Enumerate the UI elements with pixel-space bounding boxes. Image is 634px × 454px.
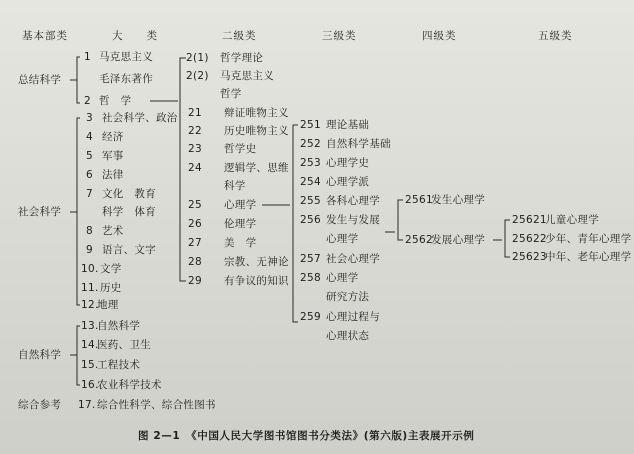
bracket-social — [77, 118, 80, 305]
major-label: 哲 学 — [99, 95, 132, 107]
level3-label: 自然科学基础 — [326, 138, 391, 150]
level3-label: 研究方法 — [326, 291, 370, 303]
level3-label: 社会心理学 — [326, 253, 380, 265]
level3-num: 257 — [300, 253, 321, 265]
major-label: 军事 — [102, 150, 124, 162]
level3-label: 理论基础 — [326, 119, 370, 131]
level3-label: 心理学派 — [326, 176, 370, 188]
level5-label: 儿童心理学 — [545, 214, 599, 226]
level3-label: 各科心理学 — [326, 195, 380, 207]
level2-num: 22 — [188, 125, 202, 137]
level3-label: 心理学 — [326, 233, 359, 245]
major-label: 毛泽东著作 — [99, 73, 153, 85]
bracket-level5 — [505, 220, 510, 257]
major-num: 10. — [81, 263, 99, 275]
level3-label: 心理状态 — [326, 330, 370, 342]
level3-num: 252 — [300, 138, 321, 150]
level2-label: 科学 — [224, 180, 246, 192]
level3-num: 254 — [300, 176, 321, 188]
major-num: 5 — [86, 150, 93, 162]
level5-label: 中年、老年心理学 — [545, 251, 632, 263]
header-level2: 二级类 — [222, 30, 257, 42]
level2-num: 2(1) — [186, 52, 209, 64]
basic-reference: 综合参考 — [18, 399, 62, 411]
level2-label: 哲学理论 — [220, 52, 264, 64]
level2-num: 26 — [188, 218, 202, 230]
figure-caption: 图 2—1 《中国人民大学图书馆图书分类法》(第六版)主表展开示例 — [138, 430, 475, 442]
level5-num: 25621 — [512, 214, 547, 226]
bracket-level2 — [180, 58, 186, 281]
major-label: 社会科学、政治 — [102, 112, 178, 124]
level3-label: 心理学 — [326, 272, 359, 284]
major-label: 医药、卫生 — [97, 339, 151, 351]
level2-num: 29 — [188, 275, 202, 287]
level3-label: 发生与发展 — [326, 214, 380, 226]
major-label: 语言、文字 — [102, 244, 156, 256]
level3-num: 258 — [300, 272, 321, 284]
major-num: 14. — [81, 339, 99, 351]
level4-label: 发展心理学 — [431, 234, 485, 246]
header-major: 大 类 — [112, 30, 158, 42]
major-num: 4 — [86, 131, 93, 143]
level2-num: 21 — [188, 107, 202, 119]
level3-num: 255 — [300, 195, 321, 207]
level2-num: 24 — [188, 162, 202, 174]
level2-label: 美 学 — [224, 237, 257, 249]
major-num: 17. — [78, 399, 96, 411]
level2-label: 辩证唯物主义 — [224, 107, 289, 119]
header-level4: 四级类 — [422, 30, 457, 42]
level2-label: 逻辑学、思维 — [224, 162, 289, 174]
major-label: 地理 — [97, 299, 119, 311]
major-label: 自然科学 — [97, 320, 141, 332]
level2-num: 2(2) — [186, 70, 209, 82]
level2-num: 23 — [188, 143, 202, 155]
level2-label: 历史唯物主义 — [224, 125, 289, 137]
major-label: 文化 教育 — [102, 188, 156, 200]
header-level5: 五级类 — [538, 30, 573, 42]
level2-num: 28 — [188, 256, 202, 268]
major-num: 8 — [86, 225, 93, 237]
major-label: 工程技术 — [97, 359, 141, 371]
level2-label: 宗教、无神论 — [224, 256, 289, 268]
major-label: 综合性科学、综合性图书 — [97, 399, 216, 411]
level5-num: 25623 — [512, 251, 547, 263]
bracket-level3 — [293, 125, 298, 322]
level2-label: 哲学 — [220, 88, 242, 100]
level4-num: 2561 — [405, 194, 433, 206]
level4-label: 发生心理学 — [431, 194, 485, 206]
major-num: 15. — [81, 359, 99, 371]
level3-num: 256 — [300, 214, 321, 226]
level3-label: 心理学史 — [326, 157, 370, 169]
level2-label: 心理学 — [224, 199, 257, 211]
basic-summary: 总结科学 — [18, 74, 62, 86]
basic-social: 社会科学 — [18, 206, 62, 218]
level3-num: 259 — [300, 311, 321, 323]
level2-label: 马克思主义 — [220, 70, 274, 82]
bracket-summary — [77, 57, 80, 103]
major-num: 6 — [86, 169, 93, 181]
major-num: 2 — [84, 95, 91, 107]
major-num: 3 — [86, 112, 93, 124]
major-label: 艺术 — [102, 225, 124, 237]
level4-num: 2562 — [405, 234, 433, 246]
major-label: 科学 体育 — [102, 206, 156, 218]
level3-label: 心理过程与 — [326, 311, 380, 323]
major-label: 经济 — [102, 131, 124, 143]
bracket-level4 — [398, 200, 403, 240]
major-num: 13. — [81, 320, 99, 332]
level2-num: 25 — [188, 199, 202, 211]
level5-num: 25622 — [512, 233, 547, 245]
major-num: 12. — [81, 299, 99, 311]
header-basic: 基本部类 — [22, 30, 68, 42]
major-num: 16. — [81, 379, 99, 391]
major-label: 农业科学技术 — [97, 379, 162, 391]
level2-label: 有争议的知识 — [224, 275, 289, 287]
bracket-natural — [77, 326, 80, 385]
major-num: 1 — [84, 51, 91, 63]
level3-num: 251 — [300, 119, 321, 131]
major-label: 历史 — [100, 282, 122, 294]
major-num: 11. — [81, 282, 99, 294]
major-num: 9 — [86, 244, 93, 256]
level3-num: 253 — [300, 157, 321, 169]
basic-natural: 自然科学 — [18, 349, 62, 361]
header-level3: 三级类 — [322, 30, 357, 42]
level2-label: 哲学史 — [224, 143, 257, 155]
level2-num: 27 — [188, 237, 202, 249]
major-label: 文学 — [100, 263, 122, 275]
major-num: 7 — [86, 188, 93, 200]
level5-label: 少年、青年心理学 — [545, 233, 632, 245]
level2-label: 伦理学 — [224, 218, 257, 230]
major-label: 法律 — [102, 169, 124, 181]
major-label: 马克思主义 — [99, 51, 153, 63]
